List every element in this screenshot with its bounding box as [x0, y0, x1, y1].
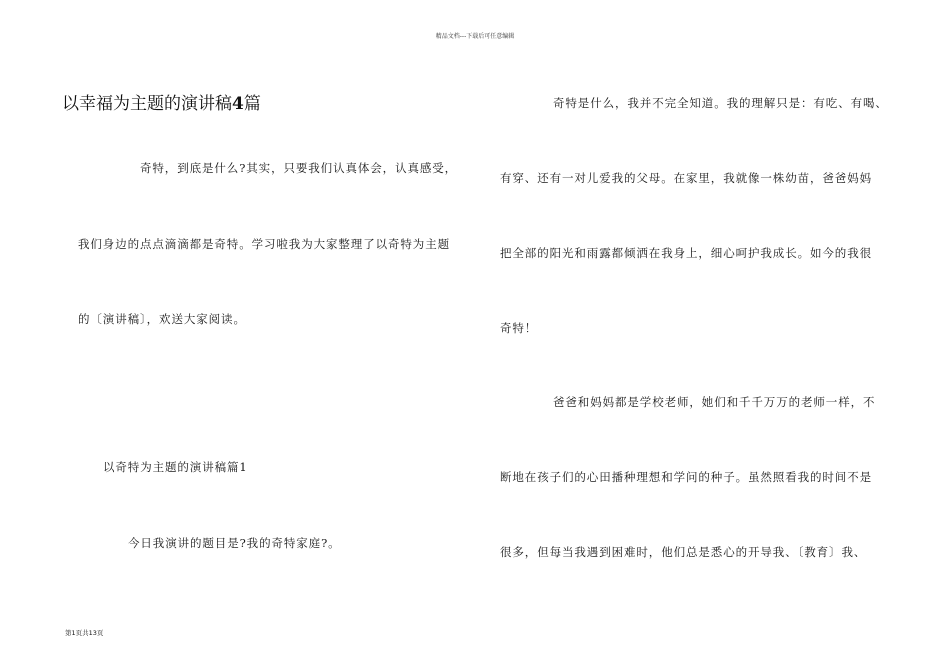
- paragraph-line: 的〔演讲稿〕，欢送大家阅读。: [78, 312, 246, 326]
- paragraph-line: 今日我演讲的题目是?我的奇特家庭?。: [128, 536, 341, 550]
- page-title: 以幸福为主题的演讲稿4篇: [62, 94, 261, 114]
- paragraph-line: 爸爸和妈妈都是学校老师，她们和千千万万的老师一样，不: [553, 395, 876, 409]
- paragraph-line: 有穿、还有一对儿爱我的父母。在家里，我就像一株幼苗，爸爸妈妈: [500, 171, 872, 185]
- paragraph-line: 奇特！: [500, 321, 538, 335]
- paragraph-line: 很多，但每当我遇到困难时，他们总是悉心的开导我、〔教育〕我、: [500, 545, 867, 559]
- paragraph-line: 奇特，到底是什么?其实，只要我们认真体会，认真感受，: [140, 161, 458, 175]
- paragraph-line: 把全部的阳光和雨露都倾洒在我身上，细心呵护我成长。如今的我很: [500, 246, 872, 260]
- paragraph-line: 断地在孩子们的心田播种理想和学问的种子。虽然照看我的时间不是: [500, 470, 872, 484]
- section-heading: 以奇特为主题的演讲稿篇1: [103, 460, 248, 474]
- paragraph-line: 我们身边的点点滴滴都是奇特。学习啦我为大家整理了以奇特为主题: [78, 237, 450, 251]
- paragraph-line: 奇特是什么，我并不完全知道。我的理解只是：有吃、有喝、: [553, 96, 888, 110]
- header-note: 精品文档---下载后可任意编辑: [435, 33, 515, 40]
- page-number: 第1页共13页: [65, 629, 104, 637]
